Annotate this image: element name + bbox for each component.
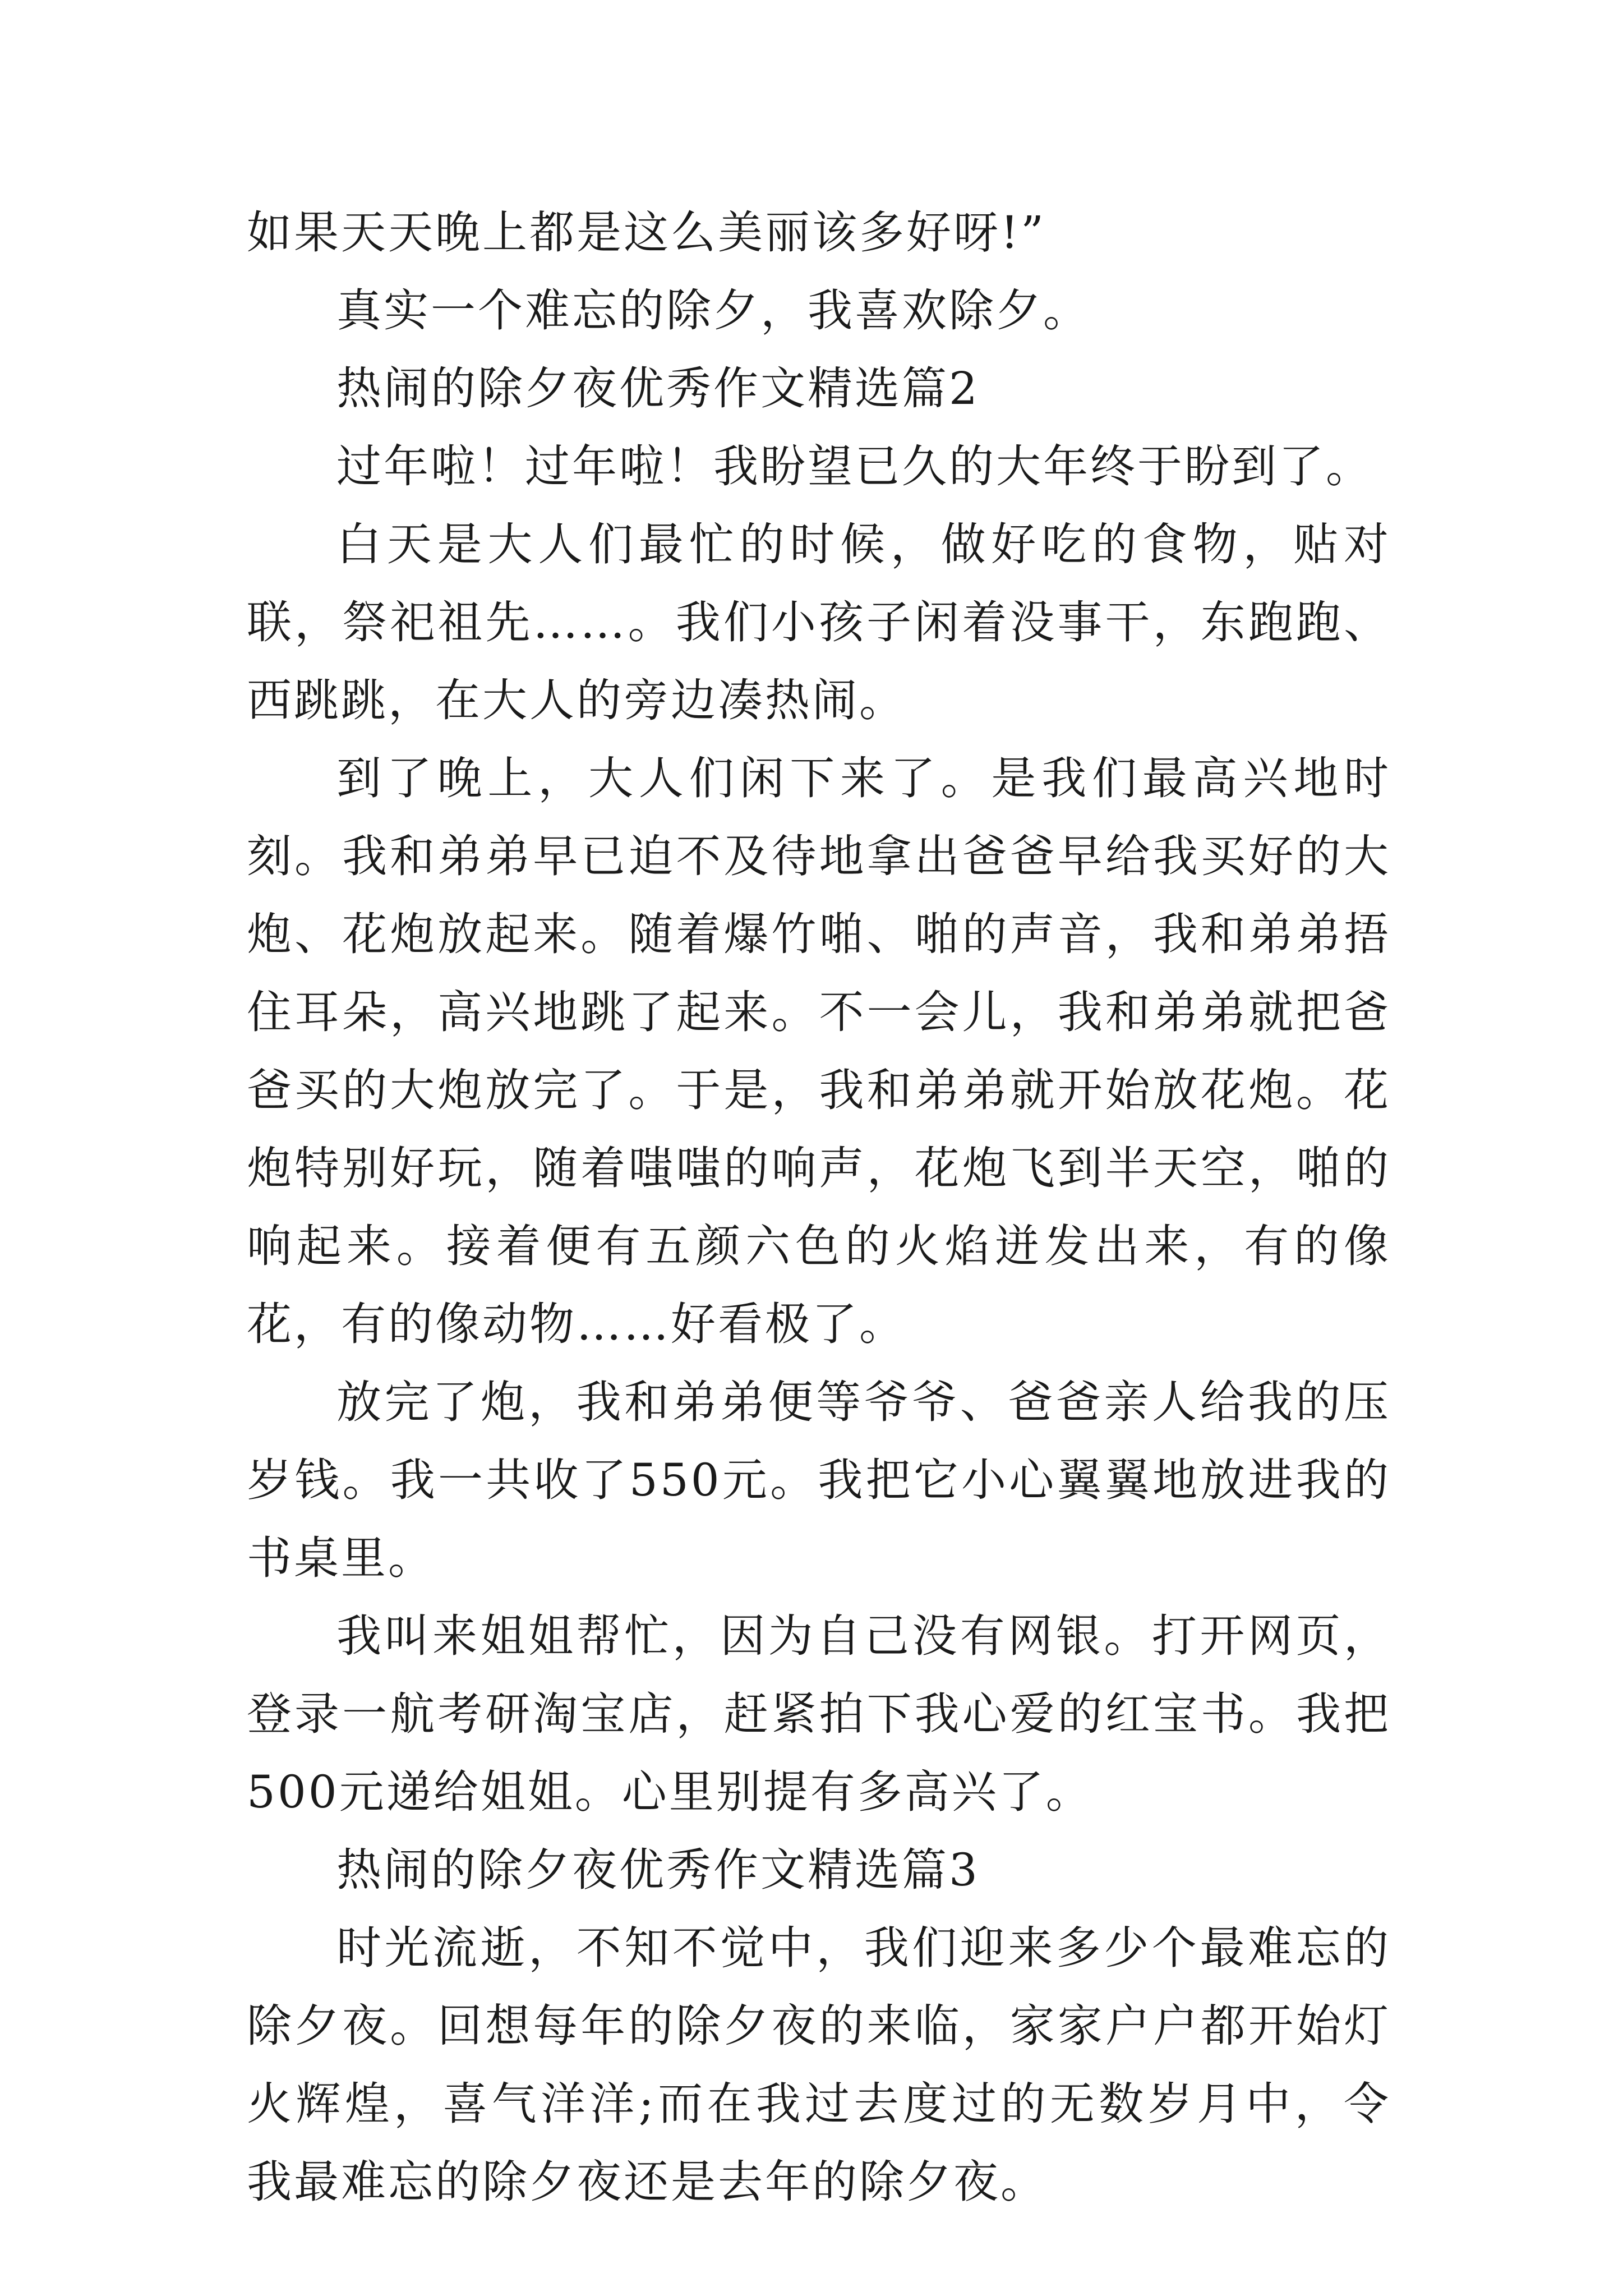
section-heading-2: 热闹的除夕夜优秀作文精选篇2 <box>336 362 980 415</box>
paragraph-continuation: 如果天天晚上都是这么美丽该多好呀!” <box>247 206 1046 259</box>
paragraph: 过年啦！过年啦！我盼望已久的大年终于盼到了。 <box>336 440 1373 493</box>
section-heading-3: 热闹的除夕夜优秀作文精选篇3 <box>336 1844 980 1896</box>
document-body <box>247 194 1391 2221</box>
paragraph: 到了晚上，大人们闲下来了。是我们最高兴地时刻。我和弟弟早已迫不及待地拿出爸爸早给我买好的大炮、花炮放起来。随着爆竹啪、啪的声音，我和弟弟捂住耳朵，高兴地跳了起来。不一会儿，我和弟弟就把爸爸买的大炮放完了。于是，我和弟弟就开始放花炮。花炮特别好玩，随着嗤嗤的响声，花炮飞到半天空，啪的响起来。接着便有五颜六色的火焰迸发出来，有的像花，有的像动物……好看极了。 <box>247 752 1391 1350</box>
paragraph: 我叫来姐姐帮忙，因为自己没有网银。打开网页，登录一航考研淘宝店，赶紧拍下我心爱的红宝书。我把500元递给姐姐。心里别提有多高兴了。 <box>247 1610 1391 1818</box>
paragraph: 真实一个难忘的除夕，我喜欢除夕。 <box>336 284 1090 337</box>
paragraph: 放完了炮，我和弟弟便等爷爷、爸爸亲人给我的压岁钱。我一共收了550元。我把它小心翼翼地放进我的书桌里。 <box>247 1376 1391 1584</box>
paragraph: 白天是大人们最忙的时候，做好吃的食物，贴对联，祭祀祖先……。我们小孩子闲着没事干，东跑跑、西跳跳，在大人的旁边凑热闹。 <box>247 518 1391 726</box>
paragraph: 时光流逝，不知不觉中，我们迎来多少个最难忘的除夕夜。回想每年的除夕夜的来临，家家户户都开始灯火辉煌，喜气洋洋;而在我过去度过的无数岁月中，令我最难忘的除夕夜还是去年的除夕夜。 <box>247 1922 1391 2208</box>
